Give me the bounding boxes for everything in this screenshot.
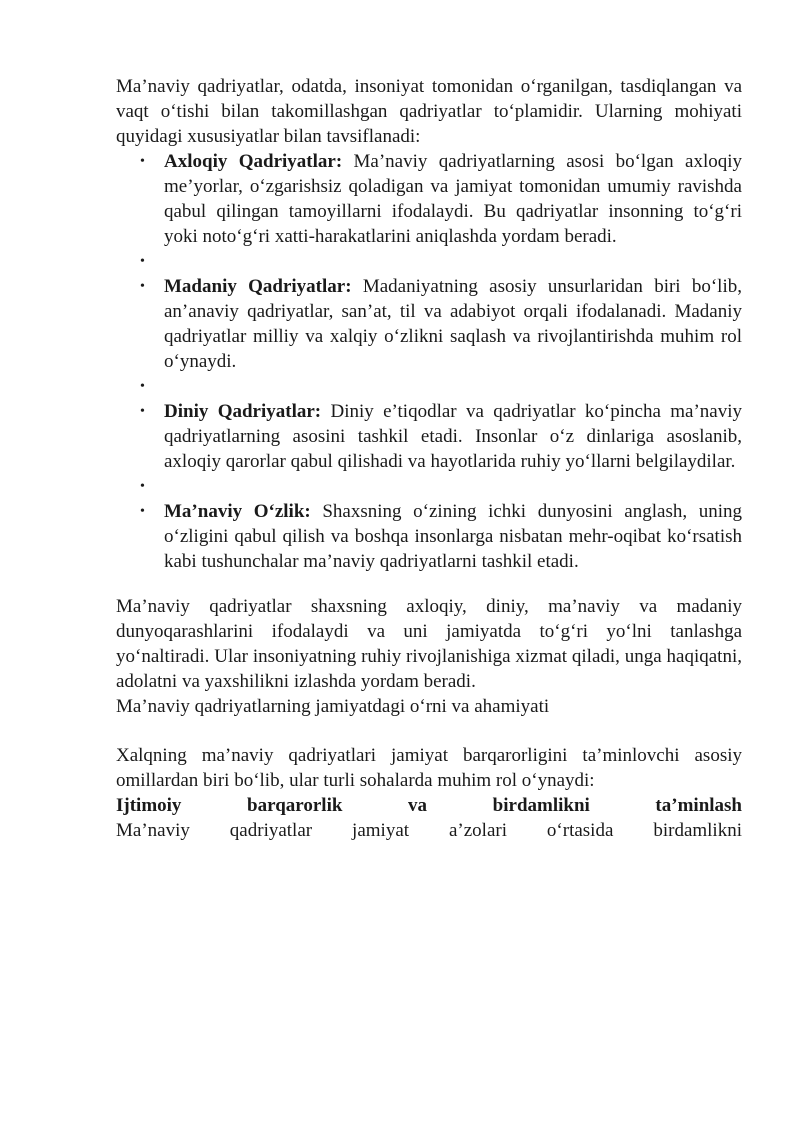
- list-item-text: Ma’naviy qadriyatlarning asosi bo‘lgan axloqiy me’yorlar, o‘zgarishsiz qoladigan va jamiyat tomonidan umumiy ravishda qabul qilingan tamoyillarni ifodalaydi. Bu qadriyatlar insonning to‘g‘ri yoki noto‘g‘ri xatti-harakatlarini aniqlashda yordam beradi.: [164, 151, 742, 247]
- empty-list-item: [116, 374, 742, 399]
- closing-paragraph: Ma’naviy qadriyatlar shaxsning axloqiy, diniy, ma’naviy va madaniy dunyoqarashlarini ifodalaydi va uni jamiyatda to‘g‘ri yo‘lni tanlashga yo‘naltiradi. Ular insoniyatning ruhiy rivojlanishiga xizmat qiladi, unga haqiqatni, adolatni va yaxshilikni izlashda yordam beradi.: [116, 596, 742, 692]
- list-item-title: Diniy Qadriyatlar:: [164, 401, 322, 422]
- list-item-text: Madaniyatning asosiy unsurlaridan biri bo‘lib, an’anaviy qadriyatlar, san’at, til va adabiyot orqali ifodalanadi. Madaniy qadriyatlar milliy va xalqiy o‘zlikni saqlash va rivojlantirishda muhim rol o‘ynaydi.: [164, 276, 742, 372]
- list-item: [116, 499, 742, 574]
- bullet-icon: •: [140, 154, 145, 169]
- list-item-text: Shaxsning o‘zining ichki dunyosini anglash, uning o‘zligini qabul qilish va boshqa insonlarga nisbatan mehr-oqibat ko‘rsatish kabi tushunchalar ma’naviy qadriyatlarni tashkil etadi.: [164, 501, 742, 572]
- list-item-title: Ma’naviy O‘zlik:: [164, 501, 311, 522]
- section-title: Ma’naviy qadriyatlarning jamiyatdagi o‘rni va ahamiyati: [116, 696, 550, 717]
- document-page: [116, 74, 742, 843]
- bullet-icon: •: [140, 504, 145, 519]
- list-item: [116, 399, 742, 474]
- bullet-icon: •: [140, 479, 145, 494]
- bullet-icon: •: [140, 404, 145, 419]
- list-item-title: Madaniy Qadriyatlar:: [164, 276, 352, 297]
- bullet-icon: •: [140, 279, 145, 294]
- list-item-title: Axloqiy Qadriyatlar:: [164, 151, 343, 172]
- subheading-text: Ijtimoiy barqarorlik va birdamlikni ta’minlash: [116, 795, 742, 816]
- values-list: [116, 149, 742, 574]
- xalq-paragraph: Xalqning ma’naviy qadriyatlari jamiyat barqarorligini ta’minlovchi asosiy omillardan biri bo‘lib, ular turli sohalarda muhim rol o‘ynaydi:: [116, 745, 742, 791]
- subheading: [116, 793, 742, 818]
- bullet-icon: •: [140, 254, 145, 269]
- last-line: Ma’naviy qadriyatlar jamiyat a’zolari o‘rtasida birdamlikni: [116, 820, 742, 841]
- list-item: [116, 149, 742, 249]
- empty-list-item: [116, 474, 742, 499]
- empty-list-item: [116, 249, 742, 274]
- bullet-icon: •: [140, 379, 145, 394]
- intro-paragraph: Ma’naviy qadriyatlar, odatda, insoniyat tomonidan o‘rganilgan, tasdiqlangan va vaqt o‘tishi bilan takomillashgan qadriyatlar to‘plamidir. Ularning mohiyati quyidagi xususiyatlar bilan tavsiflanadi:: [116, 76, 742, 147]
- list-item: [116, 274, 742, 374]
- list-item-text: Diniy e’tiqodlar va qadriyatlar ko‘pincha ma’naviy qadriyatlarning asosini tashkil etadi. Insonlar o‘z dinlariga asoslanib, axloqiy qarorlar qabul qilishadi va hayotlarida ruhiy yo‘llarni belgilaydilar.: [164, 401, 742, 472]
